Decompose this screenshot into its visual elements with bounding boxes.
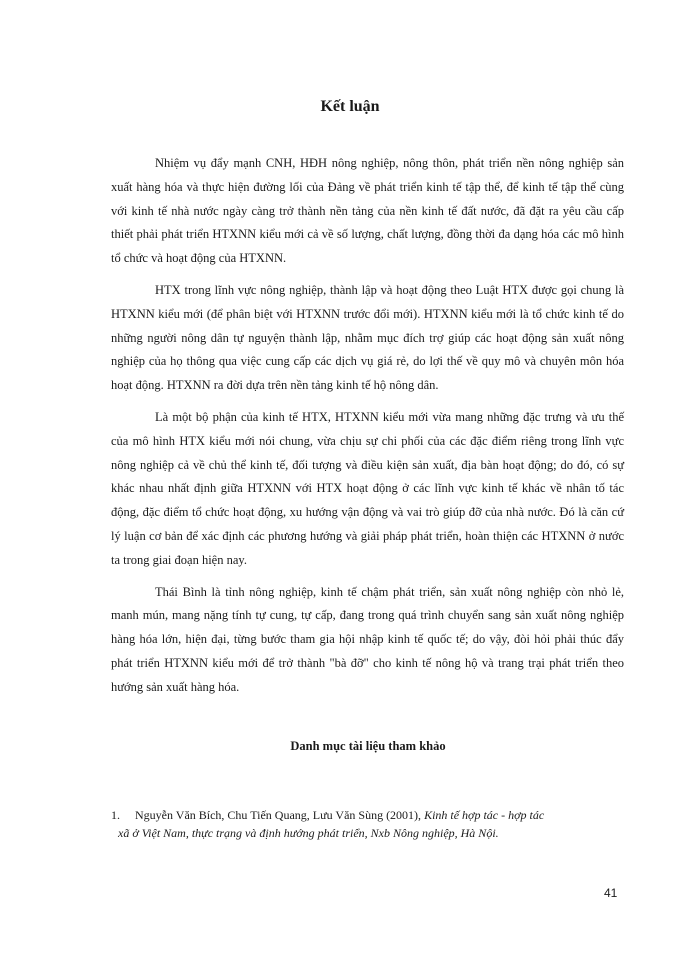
paragraph: Thái Bình là tỉnh nông nghiệp, kinh tế chậm phát triển, sản xuất nông nghiệp còn nhỏ lẻ, manh mún, mang nặng tính tự cung, tự cấp, đang trong quá trình chuyển sang sản xuất nông nghiệp hàng hóa lớn, hiện đại, từng bước tham gia hội nhập kinh tế quốc tế; do vậy, đòi hỏi phải thúc đẩy phát triển HTXNN kiểu mới để trở thành "bà đỡ" cho kinh tế nông hộ và trang trại phát triển theo hướng sản xuất hàng hóa. xyxy=(111,584,624,694)
references-heading: Danh mục tài liệu tham khảo xyxy=(290,739,446,753)
conclusion-body xyxy=(111,152,624,708)
reference-item xyxy=(111,806,601,842)
page-number: 41 xyxy=(604,886,618,900)
reference-title-part1: Kinh tế hợp tác - hợp tác xyxy=(424,808,545,822)
reference-title-part2: xã ở Việt Nam, thực trạng và định hướng phát triển, Nxb Nông nghiệp, Hà Nội. xyxy=(118,826,499,840)
reference-number: 1. xyxy=(111,808,120,822)
page-title: Kết luận xyxy=(320,98,380,115)
paragraph: Nhiệm vụ đẩy mạnh CNH, HĐH nông nghiệp, nông thôn, phát triển nền nông nghiệp sản xuất hàng hóa và thực hiện đường lối của Đảng về phát triển kinh tế tập thể, để kinh tế tập thể cùng với kinh tế nhà nước ngày càng trở thành nền tảng của nền kinh tế đất nước, đã đặt ra yêu cầu cấp thiết phải phát triển HTXNN kiểu mới cả về số lượng, chất lượng, đồng thời đa dạng hóa các mô hình tổ chức và hoạt động của HTXNN. xyxy=(111,156,624,266)
paragraph: HTX trong lĩnh vực nông nghiệp, thành lập và hoạt động theo Luật HTX được gọi chung là HTXNN kiểu mới (để phân biệt với HTXNN trước đổi mới). HTXNN kiểu mới là tổ chức kinh tế do những người nông dân tự nguyện thành lập, nhằm mục đích trợ giúp các hoạt động sản xuất nông nghiệp của họ thông qua việc cung cấp các dịch vụ giá rẻ, do lợi thế về quy mô và chuyên môn hóa hoạt động. HTXNN ra đời dựa trên nền tảng kinh tế hộ nông dân. xyxy=(111,282,624,393)
reference-authors: Nguyễn Văn Bích, Chu Tiến Quang, Lưu Văn Sùng (2001), xyxy=(135,808,425,822)
paragraph: Là một bộ phận của kinh tế HTX, HTXNN kiểu mới vừa mang những đặc trưng và ưu thế của mô hình HTX kiểu mới nói chung, vừa chịu sự chi phối của các đặc điểm riêng trong lĩnh vực nông nghiệp cả về chủ thể kinh tế, đối tượng và điều kiện sản xuất, địa bàn hoạt động; do đó, có sự khác nhau nhất định giữa HTXNN với HTX hoạt động ở các lĩnh vực kinh tế khác về nhân tố tác động, đặc điểm tổ chức hoạt động, xu hướng vận động và vai trò giúp đỡ của nhà nước. Đó là căn cứ lý luận cơ bản để xác định các phương hướng và giải pháp phát triển, hoàn thiện các HTXNN ở nước ta trong giai đoạn hiện nay. xyxy=(111,409,624,567)
